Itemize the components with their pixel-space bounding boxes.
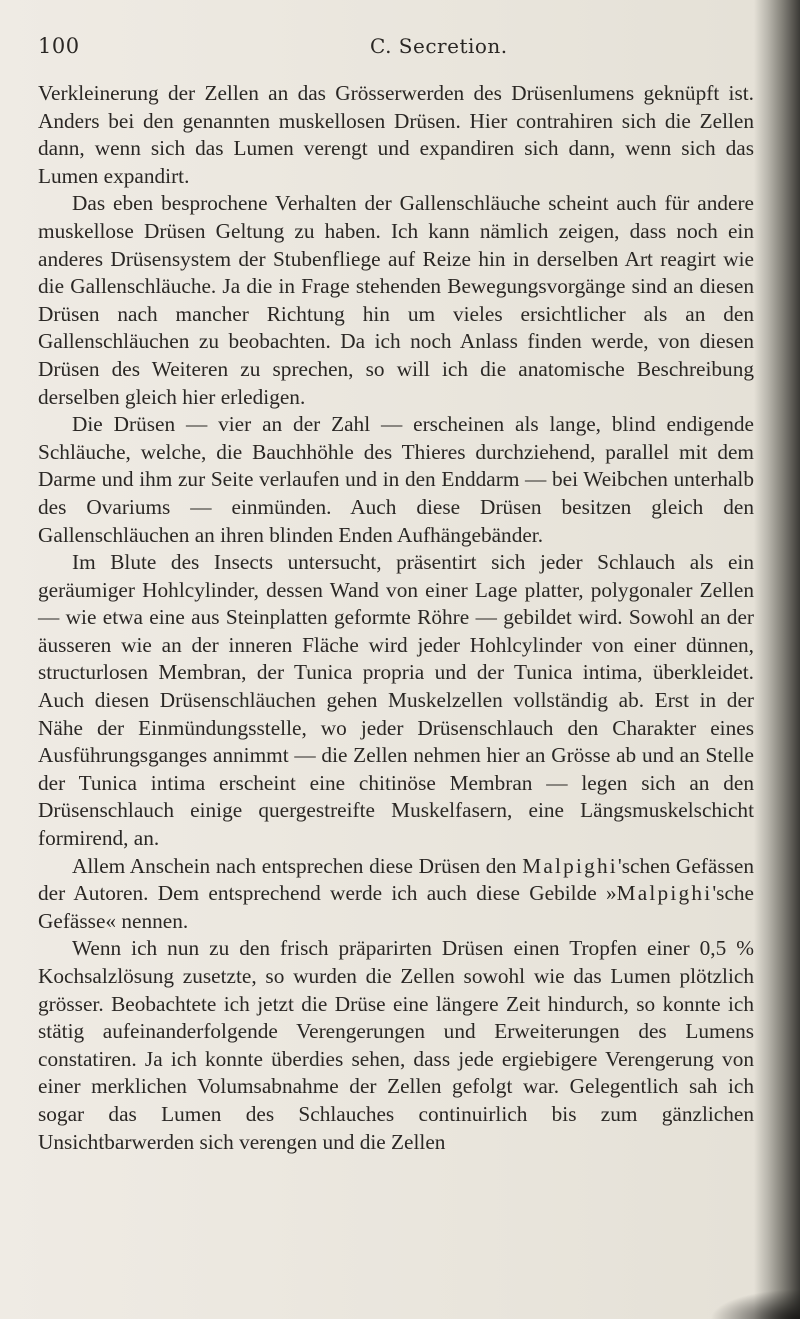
text-run: 'schen Gefässen der Autoren. Dem entsprechend werde ich auch diese Gebilde »: [38, 853, 754, 906]
paragraph-continuation: Verkleinerung der Zellen an das Grösserwerden des Drüsenlumens geknüpft ist. Anders bei den genannten muskellosen Drüsen. Hier contrahiren sich die Zellen dann, wenn sich das Lumen verengt und expandiren sich dann, wenn sich das Lumen expandirt.: [38, 81, 754, 188]
paragraph: Wenn ich nun zu den frisch präparirten Drüsen einen Tropfen einer 0,5 % Kochsalzlösung zusetzte, so wurden die Zellen sowohl wie das Lumen plötzlich grösser. Beobachtete ich jetzt die Drüse eine längere Zeit hindurch, so konnte ich stätig aufeinanderfolgende Verengerungen und Erweiterungen des Lumens constatiren. Ja ich konnte überdies sehen, dass jede ergiebigere Verengerung von einer merklichen Volumsabnahme der Zellen gefolgt war. Gelegentlich sah ich sogar das Lumen des Schlauches continuirlich bis zum gänzlichen Unsichtbarwerden sich verengen und die Zellen: [38, 936, 754, 1154]
paragraph-malpighi: [38, 853, 754, 936]
author-name: Malpighi: [522, 853, 618, 878]
page-header: [30, 34, 750, 62]
running-title: C. Secretion.: [370, 34, 508, 58]
corner-shadow: [710, 1289, 800, 1319]
text-run: Allem Anschein nach entsprechen diese Drüsen den: [72, 853, 523, 878]
page-number: 100: [38, 34, 80, 58]
paragraph: Die Drüsen — vier an der Zahl — erscheinen als lange, blind endigende Schläuche, welche, die Bauchhöhle des Thieres durchziehend, parallel mit dem Darme und ihm zur Seite verlaufen und in den Enddarm — bei Weibchen unterhalb des Ovariums — einmünden. Auch diese Drüsen besitzen gleich den Gallenschläuchen an ihren blinden Enden Aufhängebänder.: [38, 412, 754, 547]
text-run: 'sche Gefässe« nennen.: [38, 881, 754, 933]
paragraph: Das eben besprochene Verhalten der Gallenschläuche scheint auch für andere muskellose Drüsen Geltung zu haben. Ich kann nämlich zeigen, dass noch ein anderes Drüsensystem der Stubenfliege auf Reize hin in derselben Art reagirt wie die Gallenschläuche. Ja die in Frage stehenden Bewegungsvorgänge sind an diesen Drüsen nach mancher Richtung hin um vieles ersichtlicher als an den Gallenschläuchen zu beobachten. Da ich noch Anlass finden werde, von diesen Drüsen des Weiteren zu sprechen, so will ich die anatomische Beschreibung derselben gleich hier erledigen.: [38, 191, 754, 409]
paragraph: Im Blute des Insects untersucht, präsentirt sich jeder Schlauch als ein geräumiger Hohlcylinder, dessen Wand von einer Lage platter, polygonaler Zellen — wie etwa eine aus Steinplatten geformte Röhre — gebildet wird. Sowohl an der äusseren wie an der inneren Fläche wird jeder Hohlcylinder von einer dünnen, structurlosen Membran, der Tunica propria und der Tunica intima, überkleidet. Auch diesen Drüsenschläuchen gehen Muskelzellen vollständig ab. Erst in der Nähe der Einmündungsstelle, wo jeder Drüsenschlauch den Charakter eines Ausführungsganges annimmt — die Zellen nehmen hier an Grösse ab und an Stelle der Tunica intima erscheint eine chitinöse Membran — legen sich an den Drüsenschlauch einige quergestreifte Muskelfasern, eine Längsmuskelschicht formirend, an.: [38, 550, 754, 851]
page-edge-shadow: [754, 0, 800, 1319]
author-name: Malpighi: [616, 881, 713, 906]
body-text: [38, 80, 754, 1156]
